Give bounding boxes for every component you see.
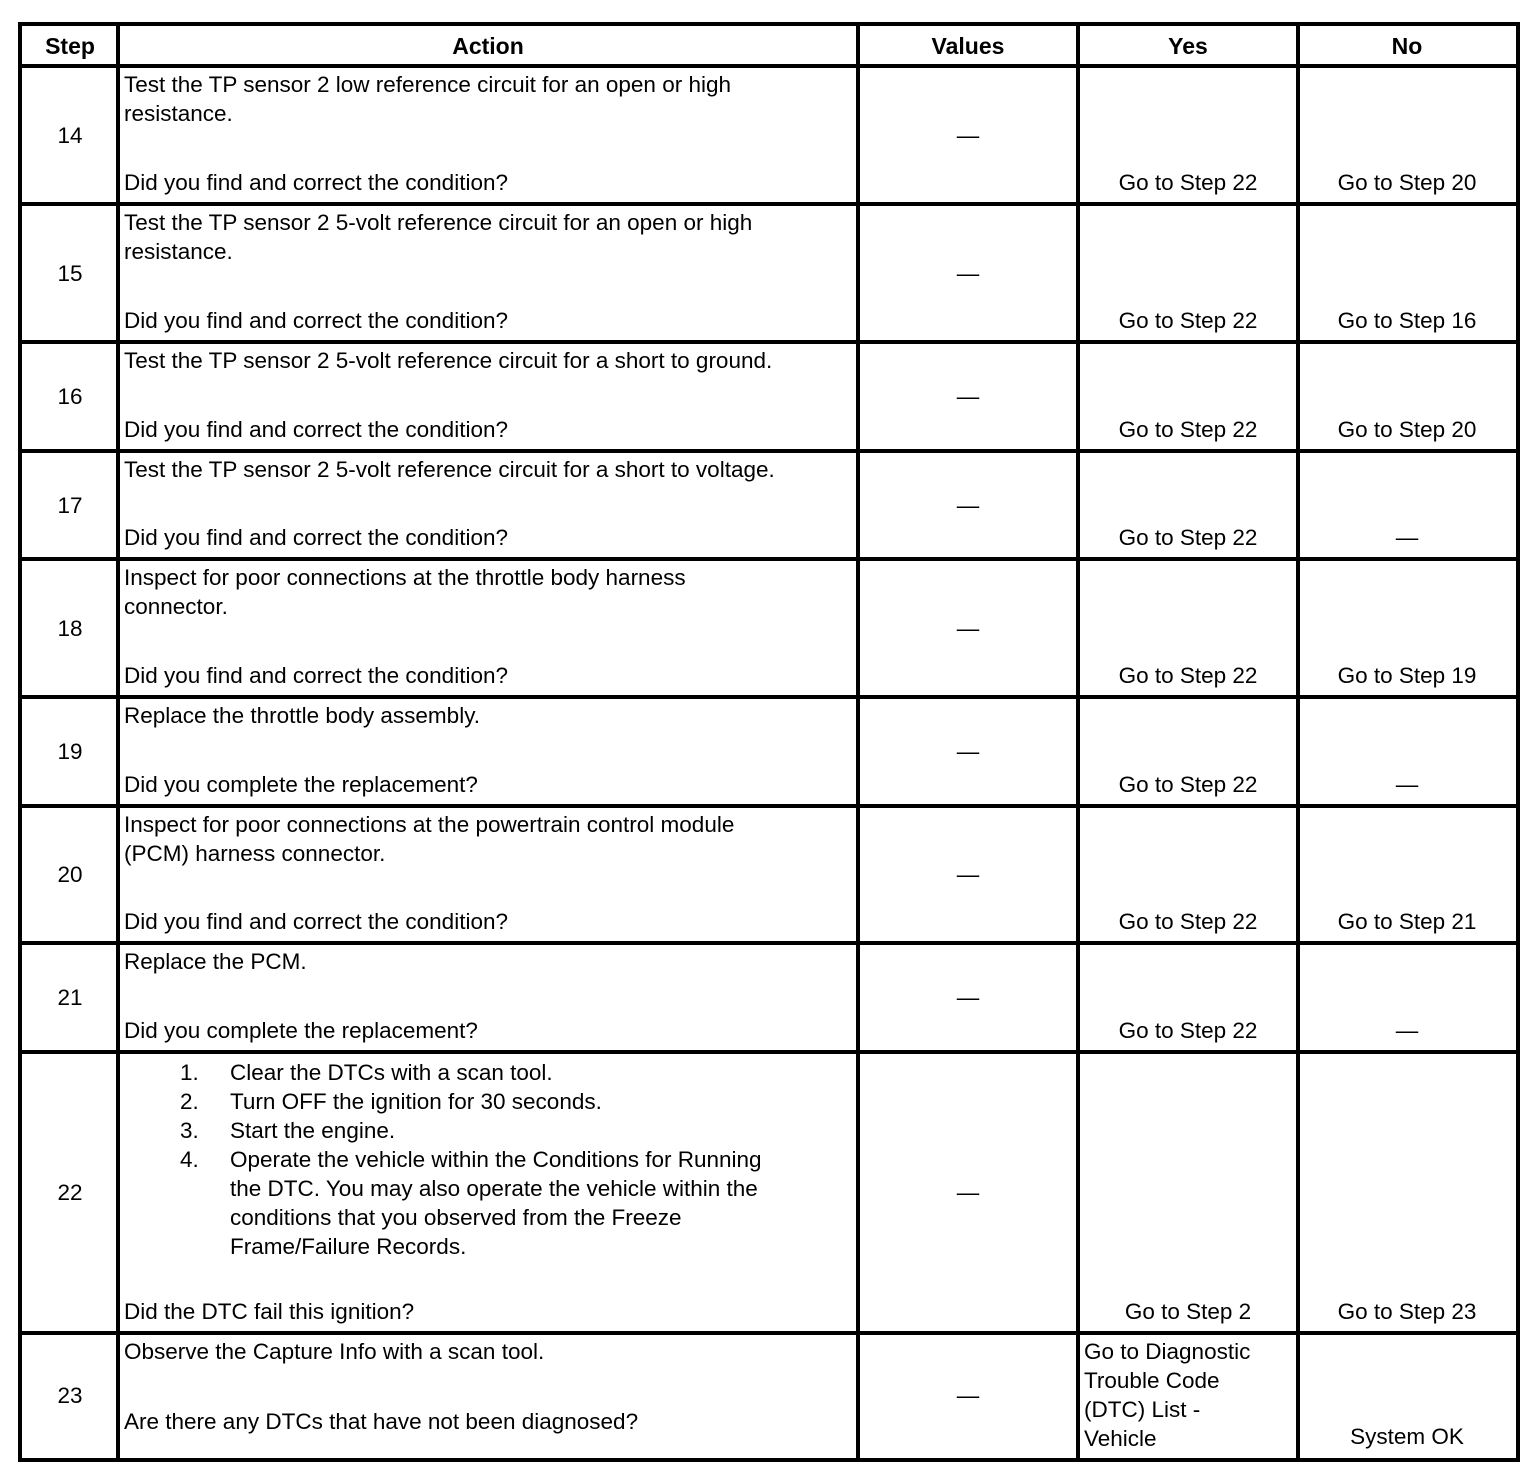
- action-line: (PCM) harness connector.: [124, 841, 386, 866]
- action-question: Did you find and correct the condition?: [124, 170, 508, 195]
- no-action[interactable]: Go to Step 16: [1337, 308, 1477, 333]
- procedure-list: [124, 1058, 854, 1261]
- no-action[interactable]: Go to Step 20: [1337, 417, 1477, 442]
- procedure-line: Operate the vehicle within the Conditions for Running: [230, 1147, 762, 1172]
- step-number: 16: [57, 384, 83, 409]
- values-cell: —: [956, 985, 980, 1010]
- action-line: Test the TP sensor 2 low reference circuit for an open or high: [124, 72, 731, 97]
- values-cell: —: [956, 1383, 980, 1408]
- row-divider: [22, 557, 1516, 561]
- values-cell: —: [956, 862, 980, 887]
- procedure-text: [230, 1145, 854, 1261]
- action-line: resistance.: [124, 239, 233, 264]
- header-no: No: [1391, 32, 1423, 59]
- step-number: 18: [57, 615, 83, 641]
- action-question: Did you find and correct the condition?: [124, 663, 508, 688]
- action-text: [124, 563, 854, 621]
- step-number: 14: [57, 122, 83, 148]
- procedure-line: Turn OFF the ignition for 30 seconds.: [230, 1089, 602, 1114]
- diagnostic-table: [18, 22, 1520, 1462]
- yes-line: Vehicle: [1084, 1426, 1157, 1451]
- row-divider: [22, 695, 1516, 699]
- row-divider: [22, 1331, 1516, 1335]
- action-text: [124, 1337, 854, 1366]
- action-question: Did you complete the replacement?: [124, 1018, 478, 1043]
- action-question: Did you find and correct the condition?: [124, 308, 508, 333]
- step-number: 21: [57, 985, 83, 1010]
- action-question: Did you find and correct the condition?: [124, 909, 508, 934]
- action-text: [124, 455, 854, 484]
- yes-action[interactable]: Go to Step 22: [1118, 308, 1258, 333]
- values-cell: —: [956, 384, 980, 409]
- action-text: [124, 346, 854, 375]
- action-text: [124, 810, 854, 868]
- action-line: Test the TP sensor 2 5-volt reference circuit for a short to voltage.: [124, 457, 775, 482]
- row-divider: [22, 1050, 1516, 1054]
- values-cell: —: [956, 122, 980, 148]
- step-number: 19: [57, 739, 83, 764]
- action-line: Observe the Capture Info with a scan tool.: [124, 1339, 545, 1364]
- action-question: Did you complete the replacement?: [124, 772, 478, 797]
- yes-action[interactable]: Go to Step 22: [1118, 170, 1258, 195]
- row-divider: [22, 804, 1516, 808]
- step-number: 23: [57, 1383, 83, 1408]
- no-action-none: —: [1395, 525, 1419, 550]
- action-question: Did you find and correct the condition?: [124, 417, 508, 442]
- procedure-number: 1.: [180, 1060, 199, 1085]
- no-action-none: —: [1395, 772, 1419, 797]
- action-text: [124, 701, 854, 730]
- values-cell: —: [956, 615, 980, 641]
- procedure-line: Start the engine.: [230, 1118, 396, 1143]
- yes-action[interactable]: Go to Step 22: [1118, 417, 1258, 442]
- action-line: Inspect for poor connections at the powertrain control module: [124, 812, 735, 837]
- yes-line: (DTC) List -: [1084, 1397, 1201, 1422]
- yes-line: Go to Diagnostic: [1084, 1339, 1251, 1364]
- action-line: Test the TP sensor 2 5-volt reference circuit for a short to ground.: [124, 348, 773, 373]
- action-text: [124, 70, 854, 128]
- yes-action[interactable]: Go to Step 22: [1118, 663, 1258, 688]
- procedure-line: Frame/Failure Records.: [230, 1234, 467, 1259]
- header-action: Action: [452, 32, 524, 59]
- procedure-number: 4.: [180, 1147, 199, 1172]
- procedure-number: 2.: [180, 1089, 199, 1114]
- procedure-text: [230, 1087, 854, 1116]
- header-yes: Yes: [1168, 32, 1208, 59]
- no-action[interactable]: Go to Step 20: [1337, 170, 1477, 195]
- procedure-text: [230, 1116, 854, 1145]
- action-question: Are there any DTCs that have not been diagnosed?: [124, 1409, 639, 1434]
- action-text: [124, 1058, 854, 1261]
- values-cell: —: [956, 260, 980, 286]
- no-action[interactable]: Go to Step 21: [1337, 909, 1477, 934]
- procedure-item: [124, 1145, 854, 1261]
- row-divider: [22, 202, 1516, 206]
- row-divider: [22, 449, 1516, 453]
- action-line: Test the TP sensor 2 5-volt reference circuit for an open or high: [124, 210, 753, 235]
- yes-action[interactable]: Go to Step 22: [1118, 1018, 1258, 1043]
- procedure-item: [124, 1087, 854, 1116]
- procedure-line: the DTC. You may also operate the vehicle within the: [230, 1176, 758, 1201]
- step-number: 22: [57, 1180, 83, 1205]
- yes-link-dtc-list[interactable]: [1084, 1337, 1294, 1453]
- procedure-item: [124, 1116, 854, 1145]
- procedure-number: 3.: [180, 1118, 199, 1143]
- action-line: resistance.: [124, 101, 233, 126]
- action-question: Did you find and correct the condition?: [124, 525, 508, 550]
- procedure-line: Clear the DTCs with a scan tool.: [230, 1060, 553, 1085]
- action-question: Did the DTC fail this ignition?: [124, 1299, 415, 1324]
- no-action[interactable]: System OK: [1350, 1424, 1464, 1449]
- header-step: Step: [45, 32, 95, 59]
- yes-action[interactable]: Go to Step 2: [1124, 1299, 1252, 1324]
- action-text: [124, 208, 854, 266]
- yes-line: Trouble Code: [1084, 1368, 1220, 1393]
- step-number: 17: [57, 492, 83, 518]
- procedure-text: [230, 1058, 854, 1087]
- row-divider: [22, 340, 1516, 344]
- column-divider: [1296, 26, 1300, 1458]
- values-cell: —: [956, 492, 980, 518]
- yes-action[interactable]: Go to Step 22: [1118, 525, 1258, 550]
- action-line: Inspect for poor connections at the throttle body harness: [124, 565, 686, 590]
- action-line: connector.: [124, 594, 228, 619]
- action-line: Replace the PCM.: [124, 949, 307, 974]
- values-cell: —: [956, 739, 980, 764]
- yes-action[interactable]: Go to Step 22: [1118, 909, 1258, 934]
- values-cell: —: [956, 1180, 980, 1205]
- yes-action[interactable]: Go to Step 22: [1118, 772, 1258, 797]
- header-values: Values: [931, 32, 1005, 59]
- action-text: [124, 947, 854, 976]
- row-divider: [22, 941, 1516, 945]
- action-line: Replace the throttle body assembly.: [124, 703, 481, 728]
- no-action[interactable]: Go to Step 19: [1337, 663, 1477, 688]
- procedure-item: [124, 1058, 854, 1087]
- step-number: 15: [57, 260, 83, 286]
- step-number: 20: [57, 862, 83, 887]
- no-action-none: —: [1395, 1018, 1419, 1043]
- procedure-line: conditions that you observed from the Freeze: [230, 1205, 682, 1230]
- no-action[interactable]: Go to Step 23: [1337, 1299, 1477, 1324]
